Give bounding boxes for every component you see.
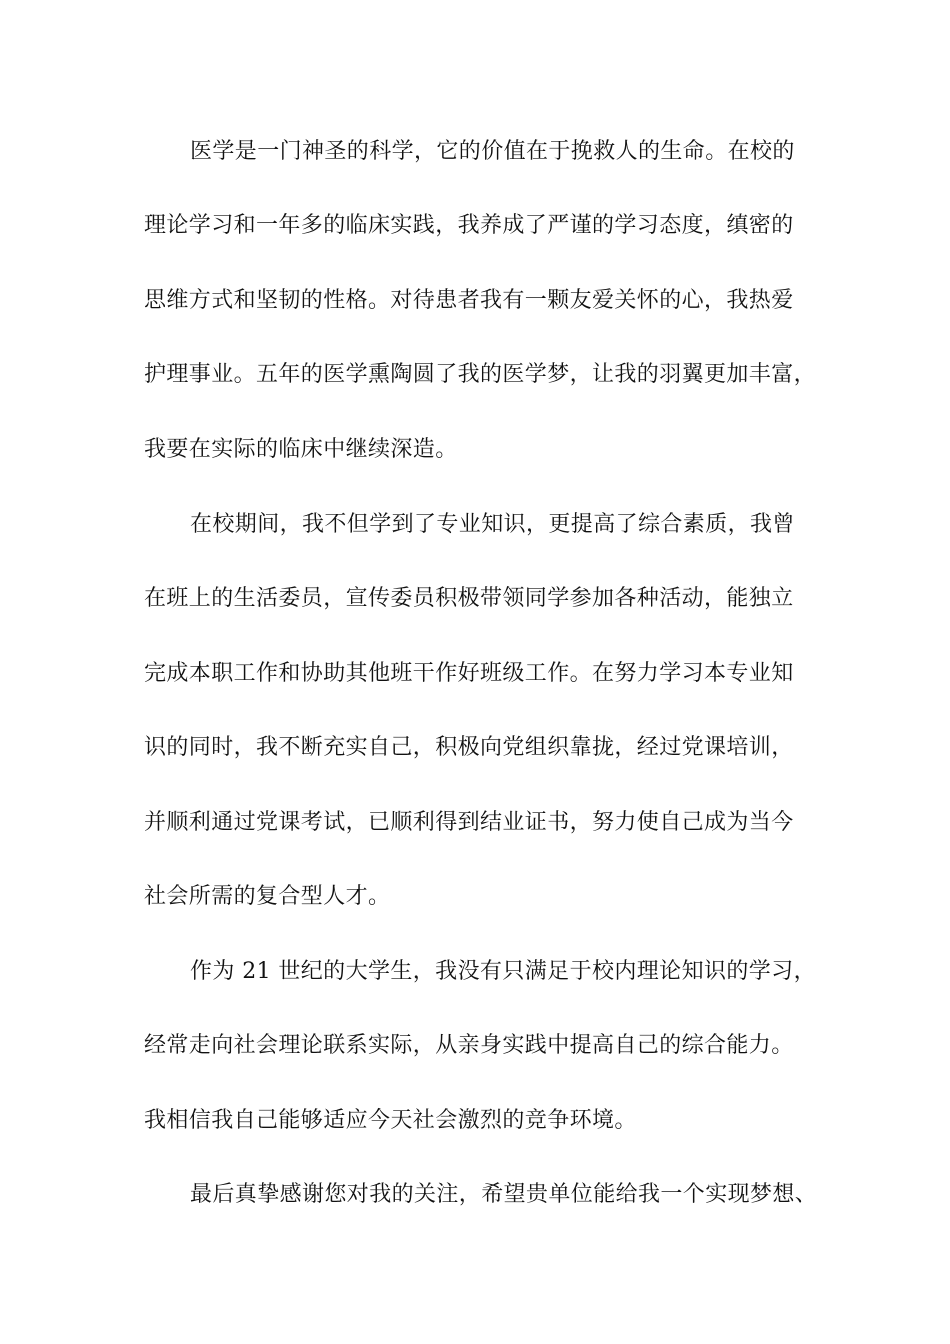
paragraph-2-line-5: 并顺利通过党课考试，已顺利得到结业证书，努力使自己成为当今 bbox=[144, 810, 794, 835]
paragraph-3-line-1: 作为 21 世纪的大学生，我没有只满足于校内理论知识的学习， bbox=[190, 959, 816, 984]
paragraph-4-line-1: 最后真挚感谢您对我的关注，希望贵单位能给我一个实现梦想、 bbox=[190, 1182, 818, 1207]
paragraph-3-line-2: 经常走向社会理论联系实际，从亲身实践中提高自己的综合能力。 bbox=[144, 1033, 794, 1058]
paragraph-2-line-4: 识的同时，我不断充实自己，积极向党组织靠拢，经过党课培训， bbox=[144, 735, 794, 760]
paragraph-2-line-6: 社会所需的复合型人才。 bbox=[144, 884, 391, 909]
paragraph-1-line-2: 理论学习和一年多的临床实践，我养成了严谨的学习态度，缜密的 bbox=[144, 213, 794, 238]
paragraph-1-line-1: 医学是一门神圣的科学，它的价值在于挽救人的生命。在校的 bbox=[190, 139, 795, 164]
paragraph-3-line-3: 我相信我自己能够适应今天社会激烈的竞争环境。 bbox=[144, 1108, 637, 1133]
paragraph-1-line-4: 护理事业。五年的医学熏陶圆了我的医学梦，让我的羽翼更加丰富， bbox=[144, 362, 817, 387]
paragraph-1-line-3: 思维方式和坚韧的性格。对待患者我有一颗友爱关怀的心，我热爱 bbox=[144, 288, 794, 313]
paragraph-1-line-5: 我要在实际的临床中继续深造。 bbox=[144, 437, 458, 462]
paragraph-2-line-1: 在校期间，我不但学到了专业知识，更提高了综合素质，我曾 bbox=[190, 512, 795, 537]
paragraph-2-line-2: 在班上的生活委员，宣传委员积极带领同学参加各种活动，能独立 bbox=[144, 586, 794, 611]
paragraph-2-line-3: 完成本职工作和协助其他班干作好班级工作。在努力学习本专业知 bbox=[144, 661, 794, 686]
